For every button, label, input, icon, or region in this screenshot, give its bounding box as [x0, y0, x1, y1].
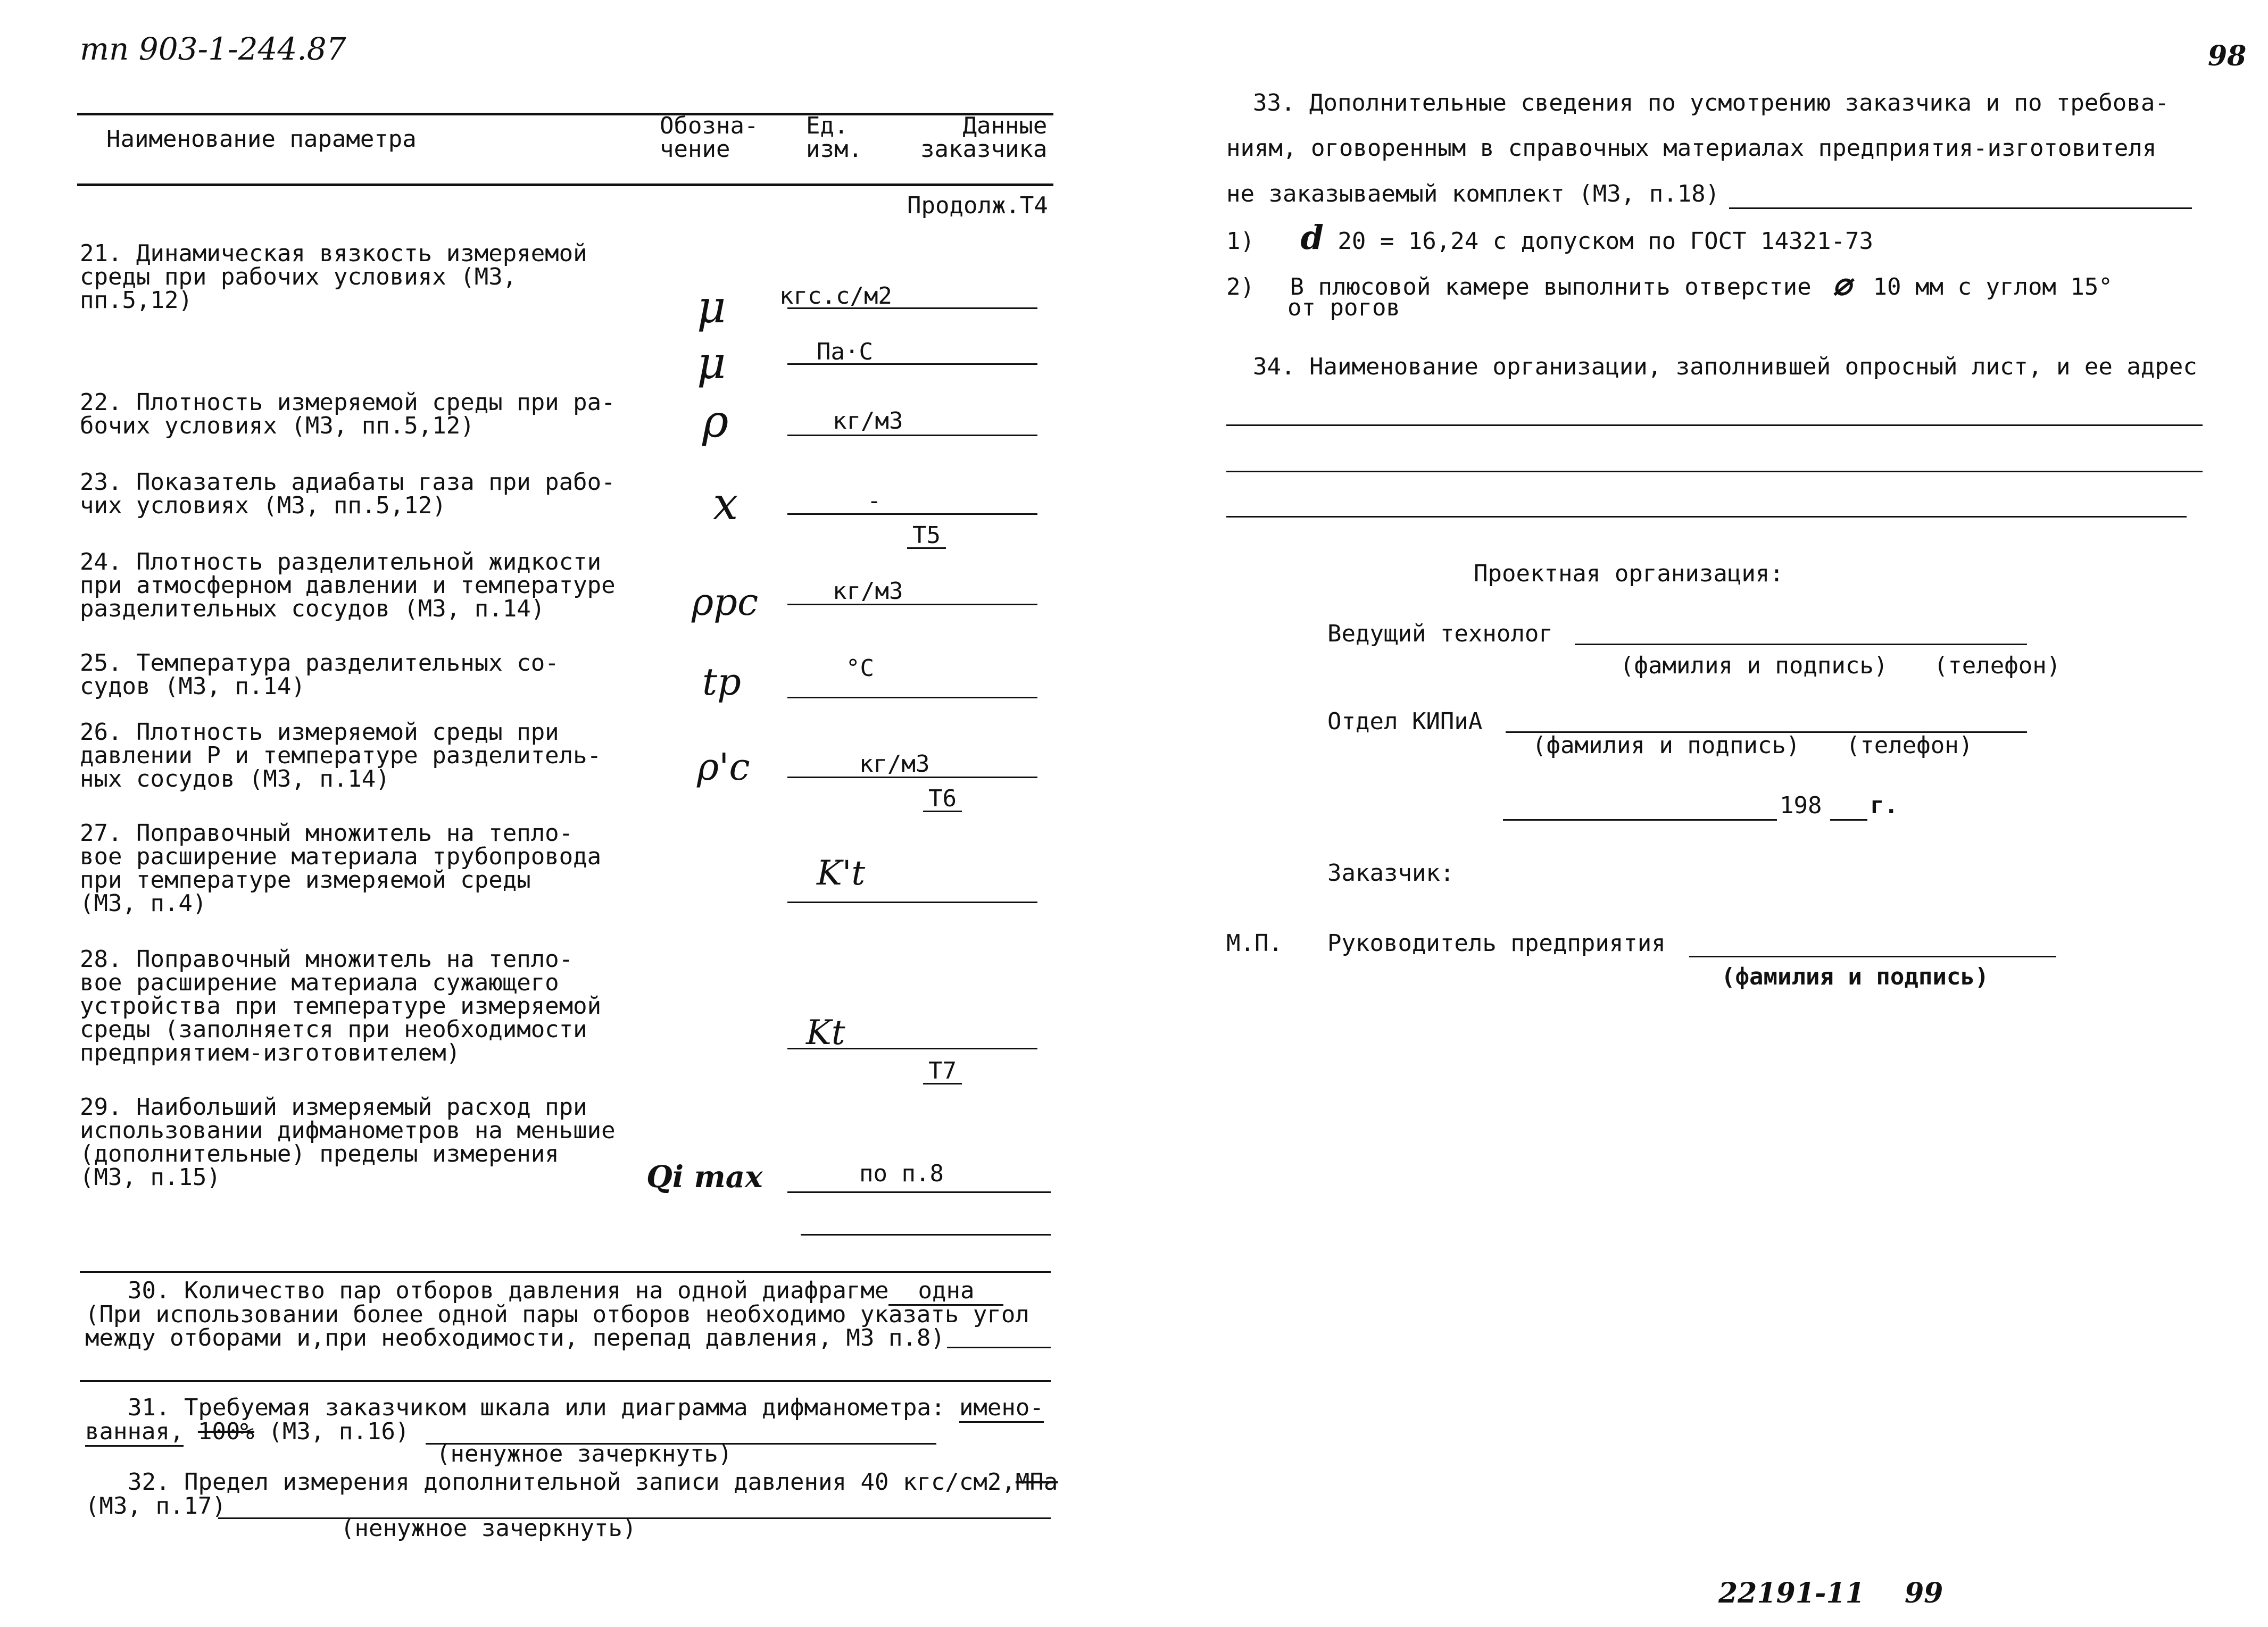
header-name: Наименование параметра: [106, 126, 417, 153]
value-line: [787, 777, 1037, 778]
sig-phone: (телефон): [1933, 652, 2061, 679]
sub2-text: В плюсовой камере выполнить отверстие: [1290, 273, 1812, 301]
symbol-kappa: x: [713, 478, 738, 530]
sig-fio: (фамилия и подпись): [1620, 652, 1888, 679]
director-line: [1689, 956, 2056, 957]
address-line: [1226, 471, 2203, 472]
sub2-number: 2): [1226, 273, 1255, 301]
diameter-icon: ⌀: [1833, 266, 1852, 302]
table-row-text: 27. Поправочный множитель на тепло- вое расширение материала трубопровода при температуре измеряемой среды (МЗ, п.4): [80, 820, 602, 917]
value-line: [787, 902, 1037, 903]
item30-value: одна: [888, 1277, 1003, 1306]
item33-sub1: [1226, 218, 1873, 257]
item31-value1: имено-: [959, 1394, 1044, 1423]
item31-label: 31. Требуемая заказчиком шкала или диаграмма дифманометра:: [128, 1394, 945, 1421]
director-label: Руководитель предприятия: [1327, 930, 1666, 957]
item32-row: [128, 1471, 1058, 1494]
k-prime-t: K't: [817, 854, 866, 893]
value-line: [787, 513, 1037, 515]
symbol-rho: ρ: [702, 395, 729, 447]
symbol-rho-c: ρ'с: [697, 745, 750, 789]
value-line: [787, 1191, 1051, 1193]
document-code: тп 903-1-244.87: [80, 31, 346, 67]
sub1-symbol: d: [1300, 218, 1324, 257]
unit-value: -: [867, 487, 882, 514]
sub2-line2: от рогов: [1287, 294, 1400, 321]
lead-technologist: Ведущий технолог: [1327, 620, 1553, 647]
item33-line3: не заказываемый комплект (МЗ, п.18): [1226, 180, 1720, 207]
unit-value: кг/м3: [859, 750, 930, 778]
marker-t7: Т7: [923, 1059, 962, 1084]
sig-caption2: [1532, 734, 1973, 757]
sub1-text: 20 = 16,24 с допуском по ГОСТ 14321-73: [1337, 228, 1873, 255]
symbol-mu: μ: [697, 337, 726, 389]
year-suffix: г.: [1870, 792, 1898, 819]
item34: 34. Наименование организации, заполнившей опросный лист, и ее адрес: [1253, 353, 2197, 380]
unit-value: °С: [846, 655, 874, 682]
value-line: [787, 604, 1037, 605]
item31-value2: ванная,: [85, 1418, 184, 1447]
marker-t5: Т5: [907, 524, 946, 549]
item31-note: (ненужное зачеркнуть): [436, 1440, 733, 1467]
value-line: [787, 1048, 1037, 1049]
year-line: [1830, 819, 1867, 821]
section-rule: [80, 1271, 1051, 1273]
kipia-dept: Отдел КИПиА: [1327, 708, 1483, 735]
item32-struck: МПа: [1015, 1469, 1058, 1496]
header-bottom-rule: [77, 183, 1053, 186]
item31-row2: [85, 1420, 409, 1444]
item32-note: (ненужное зачеркнуть): [340, 1515, 637, 1542]
symbol-tp: tр: [702, 660, 741, 704]
item33-line: [1729, 207, 2192, 209]
item30-label: [128, 1279, 1003, 1303]
sig-caption: [1620, 654, 2061, 678]
value-line: [787, 307, 1037, 309]
unit-value: кг/м3: [833, 407, 903, 435]
symbol-qi-max: Qi max: [646, 1159, 763, 1195]
sub2-text2: 10 мм с углом 15°: [1873, 273, 2113, 301]
header-data: Данные заказчика: [920, 112, 1048, 163]
item33-line2: ниям, оговоренным в справочных материалах предприятия-изготовителя: [1226, 135, 2157, 162]
unit-value: кг/м3: [833, 578, 903, 605]
unit-value: Па·С: [817, 338, 873, 365]
symbol-mu: μ: [697, 281, 726, 333]
unit-value: кгс.с/м2: [779, 282, 892, 310]
address-line: [1226, 516, 2187, 518]
value-line: [801, 1234, 1051, 1236]
table-row-text: 26. Плотность измеряемой среды при давлении Р и температуре разделитель- ных сосудов (МЗ, п.14): [80, 719, 602, 792]
table-row-text: 29. Наибольший измеряемый расход при использовании дифманометров на меньшие (дополнительные) пределы измерения (МЗ, п.15): [80, 1094, 616, 1191]
archive-stamp: 22191-11: [1718, 1577, 1865, 1609]
value-line: [787, 363, 1037, 365]
table-row-text: 22. Плотность измеряемой среды при ра- бочих условиях (МЗ, пп.5,12): [80, 389, 616, 439]
table-row-text: 24. Плотность разделительной жидкости при атмосферном давлении и температуре разделительных сосудов (МЗ, п.14): [80, 548, 616, 622]
project-org: Проектная организация:: [1474, 560, 1784, 587]
table-row-text: 21. Динамическая вязкость измеряемой среды при рабочих условиях (МЗ, пп.5,12): [80, 240, 587, 314]
item30-note: (При использовании более одной пары отборов необходимо указать угол между отборами и,при необходимости, перепад давления, МЗ п.8): [85, 1301, 1029, 1351]
table-top-rule: [77, 113, 1053, 115]
item31-row: [128, 1396, 1044, 1420]
item30-line: [947, 1347, 1051, 1348]
header-symbol: Обозна- чение: [660, 112, 759, 163]
value-line: [787, 435, 1037, 436]
customer-label: Заказчик:: [1327, 860, 1455, 887]
year-prefix: 198: [1780, 792, 1822, 819]
sig-fio2: (фамилия и подпись): [1532, 732, 1800, 759]
item31-struck: 100%: [197, 1418, 254, 1445]
sig-fio3: (фамилия и подпись): [1721, 963, 1989, 990]
header-unit: Ед. изм.: [806, 112, 862, 163]
seal-mark: М.П.: [1226, 930, 1283, 957]
section-rule: [80, 1380, 1051, 1382]
address-line: [1226, 424, 2203, 426]
corner-number: 98: [2208, 40, 2247, 72]
unit-value: по п.8: [859, 1160, 944, 1187]
item32-ref: (МЗ, п.17): [85, 1492, 226, 1520]
continuation-label: Продолж.Т4: [907, 192, 1048, 219]
item30-label-text: 30. Количество пар отборов давления на одной диафрагме: [128, 1277, 889, 1304]
symbol-rho-pc: ρрс: [692, 580, 759, 624]
table-row-text: 25. Температура разделительных со- судов (МЗ, п.14): [80, 649, 559, 700]
table-row-text: 23. Показатель адиабаты газа при рабо- чих условиях (МЗ, пп.5,12): [80, 469, 616, 519]
sig-phone2: (телефон): [1846, 732, 1973, 759]
page-number: 99: [1905, 1577, 1943, 1609]
lead-tech-line: [1575, 644, 2027, 645]
k-t: Kt: [806, 1013, 845, 1053]
item32-label: 32. Предел измерения дополнительной записи давления 40 кгс/см2,: [128, 1469, 1016, 1496]
sub1-number: 1): [1226, 228, 1255, 255]
date-line: [1503, 819, 1777, 821]
item31-ref: (МЗ, п.16): [268, 1418, 410, 1445]
marker-t6: Т6: [923, 787, 962, 812]
value-line: [787, 697, 1037, 698]
table-row-text: 28. Поправочный множитель на тепло- вое расширение материала сужающего устройства при температуре измеряемой среды (заполняется при необходимости предприятием-изготовителем): [80, 946, 602, 1066]
item33-line1: 33. Дополнительные сведения по усмотрению заказчика и по требова-: [1253, 89, 2169, 116]
